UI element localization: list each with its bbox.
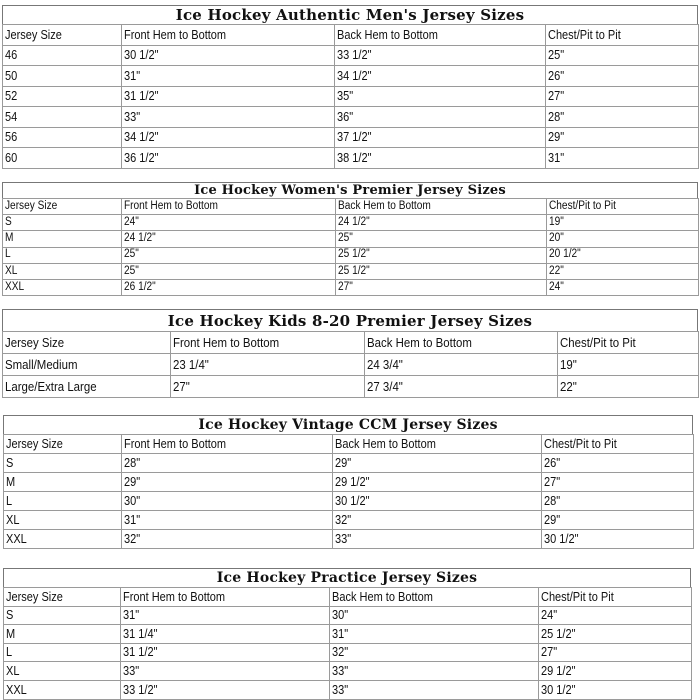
table-row (4, 680, 692, 699)
column-header (4, 588, 121, 607)
table-cell (4, 662, 121, 681)
table-title: Ice Hockey Women's Premier Jersey Sizes (2, 182, 698, 198)
table-cell (547, 215, 699, 231)
cell-value: 27" (173, 379, 190, 394)
table-cell (546, 107, 699, 128)
table-cell (121, 643, 330, 662)
table-cell (4, 606, 121, 625)
table-cell (336, 263, 547, 279)
table-cell (330, 680, 539, 699)
cell-value: XXL (6, 682, 27, 697)
cell-value: 19" (560, 357, 577, 372)
cell-value: S (6, 608, 14, 623)
cell-value: 34 1/2" (337, 68, 372, 83)
table-cell (122, 45, 335, 66)
column-header-label: Front Hem to Bottom (173, 335, 280, 350)
column-header (330, 588, 539, 607)
table-cell (4, 530, 122, 549)
column-header (547, 199, 699, 215)
cell-value: 33" (335, 531, 352, 546)
column-header (121, 588, 330, 607)
cell-value: 31" (548, 150, 565, 165)
cell-value: 32" (335, 512, 352, 527)
table-cell (542, 473, 694, 492)
column-header-label: Back Hem to Bottom (332, 589, 433, 604)
table-cell (3, 263, 122, 279)
table-cell (122, 492, 333, 511)
cell-value: M (6, 474, 16, 489)
table-row (3, 86, 699, 107)
column-header (333, 435, 542, 454)
table-row (4, 511, 694, 530)
table-cell (546, 148, 699, 169)
table-cell (335, 127, 546, 148)
cell-value: XXL (5, 280, 25, 293)
table-cell (335, 148, 546, 169)
table-cell (365, 354, 558, 376)
cell-value: XL (5, 264, 18, 277)
cell-value: 33 1/2" (123, 682, 158, 697)
table-cell (539, 625, 692, 644)
cell-value: 30 1/2" (124, 48, 159, 62)
table-cell (4, 492, 122, 511)
table-row (4, 473, 694, 492)
cell-value: 29" (544, 512, 561, 527)
table-cell (539, 606, 692, 625)
cell-value: 33" (124, 109, 141, 124)
table-cell (122, 148, 335, 169)
table-cell (558, 354, 699, 376)
table-cell (4, 473, 122, 492)
size-table (3, 434, 694, 549)
column-header (171, 332, 365, 354)
cell-value: 20" (549, 232, 564, 245)
column-header-label: Back Hem to Bottom (338, 199, 431, 212)
cell-value: 30" (124, 493, 141, 508)
table-row (4, 530, 694, 549)
column-header-label: Chest/Pit to Pit (548, 27, 621, 42)
column-header (3, 25, 122, 46)
table-header-row (3, 332, 699, 354)
size-table-vintage-ccm (3, 415, 693, 549)
cell-value: 60 (5, 150, 18, 165)
table-cell (335, 45, 546, 66)
cell-value: 20 1/2" (549, 248, 581, 261)
cell-value: 35" (337, 89, 354, 103)
cell-value: 27" (541, 645, 558, 660)
column-header (365, 332, 558, 354)
table-cell (122, 127, 335, 148)
table-cell (547, 263, 699, 279)
cell-value: S (5, 216, 12, 229)
column-header (558, 332, 699, 354)
column-header-label: Front Hem to Bottom (123, 589, 226, 604)
table-cell (122, 231, 336, 247)
cell-value: 25 1/2" (338, 248, 370, 261)
table-cell (539, 680, 692, 699)
table-cell (546, 66, 699, 87)
table-row (3, 127, 699, 148)
table-cell (335, 66, 546, 87)
table-cell (330, 606, 539, 625)
table-cell (122, 86, 335, 107)
column-header (542, 435, 694, 454)
table-cell (546, 45, 699, 66)
table-cell (122, 511, 333, 530)
table-cell (333, 454, 542, 473)
table-cell (547, 247, 699, 263)
cell-value: 30" (332, 608, 349, 623)
table-row (3, 107, 699, 128)
table-cell (333, 511, 542, 530)
table-cell (3, 215, 122, 231)
table-row (3, 247, 699, 263)
cell-value: 31" (124, 512, 141, 527)
cell-value: XXL (6, 531, 27, 546)
cell-value: 29" (548, 130, 565, 144)
table-row (4, 643, 692, 662)
table-row (4, 606, 692, 625)
table-row (3, 148, 699, 169)
column-header-label: Jersey Size (6, 436, 63, 451)
table-cell (330, 643, 539, 662)
column-header-label: Back Hem to Bottom (335, 436, 436, 451)
column-header-label: Chest/Pit to Pit (544, 436, 617, 451)
table-cell (122, 263, 336, 279)
cell-value: 38 1/2" (337, 150, 372, 165)
size-table-womens-premier (2, 182, 698, 296)
cell-value: 25" (548, 48, 565, 62)
cell-value: 22" (560, 379, 577, 394)
column-header (122, 435, 333, 454)
table-cell (335, 107, 546, 128)
cell-value: 25" (124, 264, 139, 277)
cell-value: 31 1/2" (124, 89, 159, 103)
cell-value: 24" (541, 608, 558, 623)
table-cell (122, 454, 333, 473)
cell-value: 32" (124, 531, 141, 546)
table-header-row (4, 435, 694, 454)
table-header-row (4, 588, 692, 607)
table-cell (121, 625, 330, 644)
table-cell (330, 662, 539, 681)
cell-value: 31" (124, 68, 141, 83)
cell-value: Large/Extra Large (5, 379, 97, 394)
cell-value: S (6, 455, 14, 470)
cell-value: 50 (5, 68, 18, 83)
cell-value: 27" (548, 89, 565, 103)
column-header-label: Back Hem to Bottom (337, 27, 438, 42)
table-cell (122, 247, 336, 263)
cell-value: 30 1/2" (335, 493, 370, 508)
cell-value: M (5, 232, 14, 245)
cell-value: 24 1/2" (124, 232, 156, 245)
table-cell (4, 454, 122, 473)
column-header-label: Chest/Pit to Pit (549, 199, 616, 212)
cell-value: 24" (549, 280, 564, 293)
table-cell (539, 662, 692, 681)
table-header-row (3, 199, 699, 215)
table-row (4, 625, 692, 644)
size-table (2, 331, 699, 398)
table-cell (336, 215, 547, 231)
table-cell (122, 473, 333, 492)
table-cell (3, 376, 171, 398)
table-cell (547, 279, 699, 295)
table-title: Ice Hockey Practice Jersey Sizes (3, 568, 691, 587)
column-header-label: Jersey Size (5, 27, 62, 42)
cell-value: 30 1/2" (544, 531, 579, 546)
column-header-label: Jersey Size (6, 589, 63, 604)
table-cell (171, 376, 365, 398)
cell-value: 31" (123, 608, 140, 623)
column-header (3, 199, 122, 215)
size-table-practice (3, 568, 691, 700)
cell-value: 24 1/2" (338, 216, 370, 229)
table-cell (333, 530, 542, 549)
cell-value: 46 (5, 48, 18, 62)
column-header (3, 332, 171, 354)
table-cell (542, 511, 694, 530)
table-cell (3, 279, 122, 295)
table-cell (122, 215, 336, 231)
table-cell (122, 530, 333, 549)
size-table (2, 24, 699, 169)
cell-value: 25 1/2" (338, 264, 370, 277)
table-cell (3, 354, 171, 376)
cell-value: 30 1/2" (541, 682, 576, 697)
cell-value: 26 1/2" (124, 280, 156, 293)
cell-value: 31" (332, 626, 349, 641)
cell-value: 25" (124, 248, 139, 261)
cell-value: 34 1/2" (124, 130, 159, 144)
table-title: Ice Hockey Authentic Men's Jersey Sizes (2, 5, 698, 24)
table-cell (542, 492, 694, 511)
table-row (3, 376, 699, 398)
table-row (4, 662, 692, 681)
cell-value: 29 1/2" (335, 474, 370, 489)
cell-value: 27" (544, 474, 561, 489)
cell-value: M (6, 626, 16, 641)
cell-value: 27 3/4" (367, 379, 403, 394)
cell-value: 31 1/2" (123, 645, 158, 660)
table-row (4, 454, 694, 473)
column-header-label: Front Hem to Bottom (124, 436, 227, 451)
cell-value: XL (6, 512, 20, 527)
table-cell (542, 454, 694, 473)
column-header-label: Jersey Size (5, 199, 58, 212)
cell-value: 32" (332, 645, 349, 660)
table-cell (3, 148, 122, 169)
table-cell (121, 680, 330, 699)
cell-value: 26" (544, 455, 561, 470)
column-header (539, 588, 692, 607)
column-header-label: Front Hem to Bottom (124, 27, 227, 42)
cell-value: 28" (544, 493, 561, 508)
column-header (122, 25, 335, 46)
table-cell (539, 643, 692, 662)
cell-value: 54 (5, 109, 18, 124)
table-cell (4, 680, 121, 699)
table-row (3, 215, 699, 231)
cell-value: 37 1/2" (337, 130, 372, 144)
table-cell (547, 231, 699, 247)
cell-value: L (6, 493, 13, 508)
table-cell (122, 66, 335, 87)
cell-value: 29" (335, 455, 352, 470)
cell-value: 27" (338, 280, 353, 293)
cell-value: 36" (337, 109, 354, 124)
table-cell (3, 231, 122, 247)
table-header-row (3, 25, 699, 46)
table-cell (121, 606, 330, 625)
cell-value: 29" (124, 474, 141, 489)
cell-value: Small/Medium (5, 357, 78, 372)
column-header-label: Jersey Size (5, 335, 65, 350)
cell-value: 52 (5, 89, 18, 103)
table-cell (171, 354, 365, 376)
size-table-authentic-mens (2, 5, 698, 169)
table-cell (3, 107, 122, 128)
column-header (336, 199, 547, 215)
cell-value: 19" (549, 216, 564, 229)
table-cell (336, 247, 547, 263)
table-cell (333, 492, 542, 511)
column-header-label: Chest/Pit to Pit (541, 589, 614, 604)
cell-value: 56 (5, 130, 18, 144)
table-cell (4, 625, 121, 644)
table-row (3, 263, 699, 279)
table-cell (4, 511, 122, 530)
cell-value: 33" (123, 663, 140, 678)
cell-value: 23 1/4" (173, 357, 209, 372)
cell-value: 24" (124, 216, 139, 229)
table-cell (122, 107, 335, 128)
cell-value: 22" (549, 264, 564, 277)
table-cell (333, 473, 542, 492)
cell-value: 33" (332, 663, 349, 678)
column-header-label: Chest/Pit to Pit (560, 335, 636, 350)
cell-value: 29 1/2" (541, 663, 576, 678)
size-table (2, 198, 699, 296)
table-title: Ice Hockey Vintage CCM Jersey Sizes (3, 415, 693, 434)
cell-value: 28" (124, 455, 141, 470)
table-row (4, 492, 694, 511)
column-header (4, 435, 122, 454)
cell-value: 28" (548, 109, 565, 124)
table-cell (546, 86, 699, 107)
table-cell (336, 231, 547, 247)
size-table-kids-premier (2, 309, 698, 398)
column-header-label: Front Hem to Bottom (124, 199, 218, 212)
cell-value: 25 1/2" (541, 626, 576, 641)
cell-value: 24 3/4" (367, 357, 403, 372)
table-cell (3, 66, 122, 87)
cell-value: 36 1/2" (124, 150, 159, 165)
table-cell (3, 127, 122, 148)
table-title: Ice Hockey Kids 8-20 Premier Jersey Sizes (2, 309, 698, 331)
cell-value: L (6, 645, 13, 660)
column-header (335, 25, 546, 46)
table-cell (365, 376, 558, 398)
column-header (546, 25, 699, 46)
table-row (3, 231, 699, 247)
cell-value: 33 1/2" (337, 48, 372, 62)
table-row (3, 66, 699, 87)
column-header (122, 199, 336, 215)
table-row (3, 354, 699, 376)
table-cell (558, 376, 699, 398)
table-cell (3, 86, 122, 107)
table-row (3, 45, 699, 66)
table-row (3, 279, 699, 295)
table-cell (4, 643, 121, 662)
cell-value: 31 1/4" (123, 626, 158, 641)
column-header-label: Back Hem to Bottom (367, 335, 472, 350)
table-cell (3, 45, 122, 66)
table-cell (546, 127, 699, 148)
table-cell (336, 279, 547, 295)
cell-value: L (5, 248, 11, 261)
cell-value: 25" (338, 232, 353, 245)
size-table (3, 587, 692, 700)
table-cell (542, 530, 694, 549)
cell-value: 26" (548, 68, 565, 83)
cell-value: XL (6, 663, 20, 678)
cell-value: 33" (332, 682, 349, 697)
table-cell (122, 279, 336, 295)
table-cell (121, 662, 330, 681)
table-cell (3, 247, 122, 263)
table-cell (330, 625, 539, 644)
table-cell (335, 86, 546, 107)
